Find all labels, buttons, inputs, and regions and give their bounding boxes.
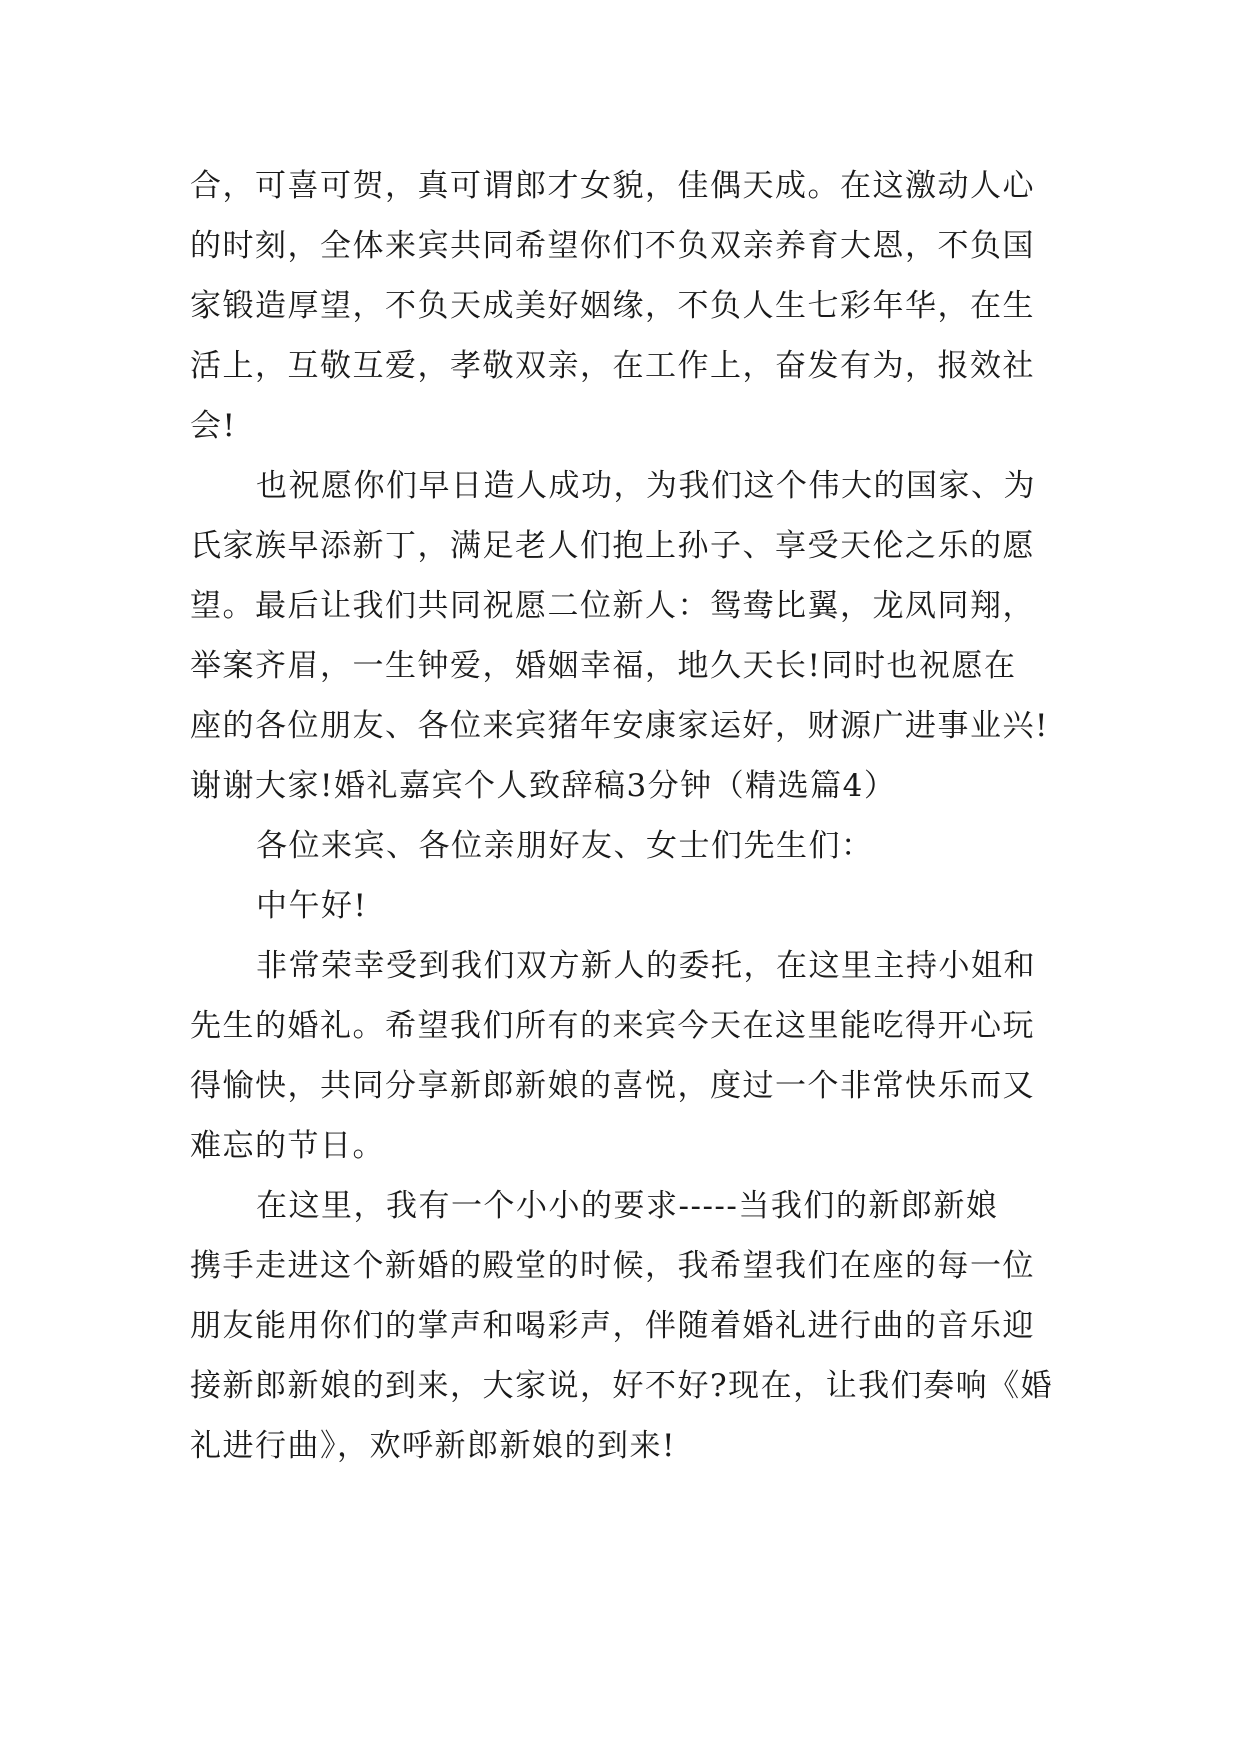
- text-line: 合，可喜可贺，真可谓郎才女貌，佳偶天成。在这激动人心: [190, 168, 1035, 204]
- text-line: 座的各位朋友、各位来宾猪年安康家运好，财源广进事业兴!: [190, 708, 1049, 744]
- text-line: 非常荣幸受到我们双方新人的委托，在这里主持小姐和: [256, 948, 1036, 984]
- text-line: 在这里，我有一个小小的要求-----当我们的新郎新娘: [256, 1188, 999, 1224]
- text-line: 携手走进这个新婚的殿堂的时候，我希望我们在座的每一位: [190, 1248, 1035, 1284]
- text-line: 各位来宾、各位亲朋好友、女士们先生们：: [256, 828, 874, 864]
- text-line: 朋友能用你们的掌声和喝彩声，伴随着婚礼进行曲的音乐迎: [190, 1308, 1035, 1344]
- text-line: 先生的婚礼。希望我们所有的来宾今天在这里能吃得开心玩: [190, 1008, 1035, 1044]
- section-heading: 谢谢大家!婚礼嘉宾个人致辞稿3分钟（精选篇4）: [190, 768, 897, 804]
- text-line: 中午好!: [256, 888, 368, 924]
- text-line: 的时刻，全体来宾共同希望你们不负双亲养育大恩，不负国: [190, 228, 1035, 264]
- text-line: 氏家族早添新丁，满足老人们抱上孙子、享受天伦之乐的愿: [190, 528, 1035, 564]
- text-line: 接新郎新娘的到来，大家说，好不好?现在，让我们奏响《婚: [190, 1368, 1054, 1404]
- text-line: 活上，互敬互爱，孝敬双亲，在工作上，奋发有为，报效社: [190, 348, 1035, 384]
- text-line: 也祝愿你们早日造人成功，为我们这个伟大的国家、为: [256, 468, 1036, 504]
- text-line: 家锻造厚望，不负天成美好姻缘，不负人生七彩年华，在生: [190, 288, 1035, 324]
- document-body: [190, 156, 1070, 1476]
- text-line: 得愉快，共同分享新郎新娘的喜悦，度过一个非常快乐而又: [190, 1068, 1035, 1104]
- text-line: 礼进行曲》，欢呼新郎新娘的到来!: [190, 1428, 676, 1464]
- text-line: 举案齐眉，一生钟爱，婚姻幸福，地久天长!同时也祝愿在: [190, 648, 1017, 684]
- text-line: 难忘的节日。: [190, 1128, 385, 1164]
- text-line: 会!: [190, 408, 237, 444]
- text-line: 望。最后让我们共同祝愿二位新人：鸳鸯比翼，龙凤同翔，: [190, 588, 1035, 624]
